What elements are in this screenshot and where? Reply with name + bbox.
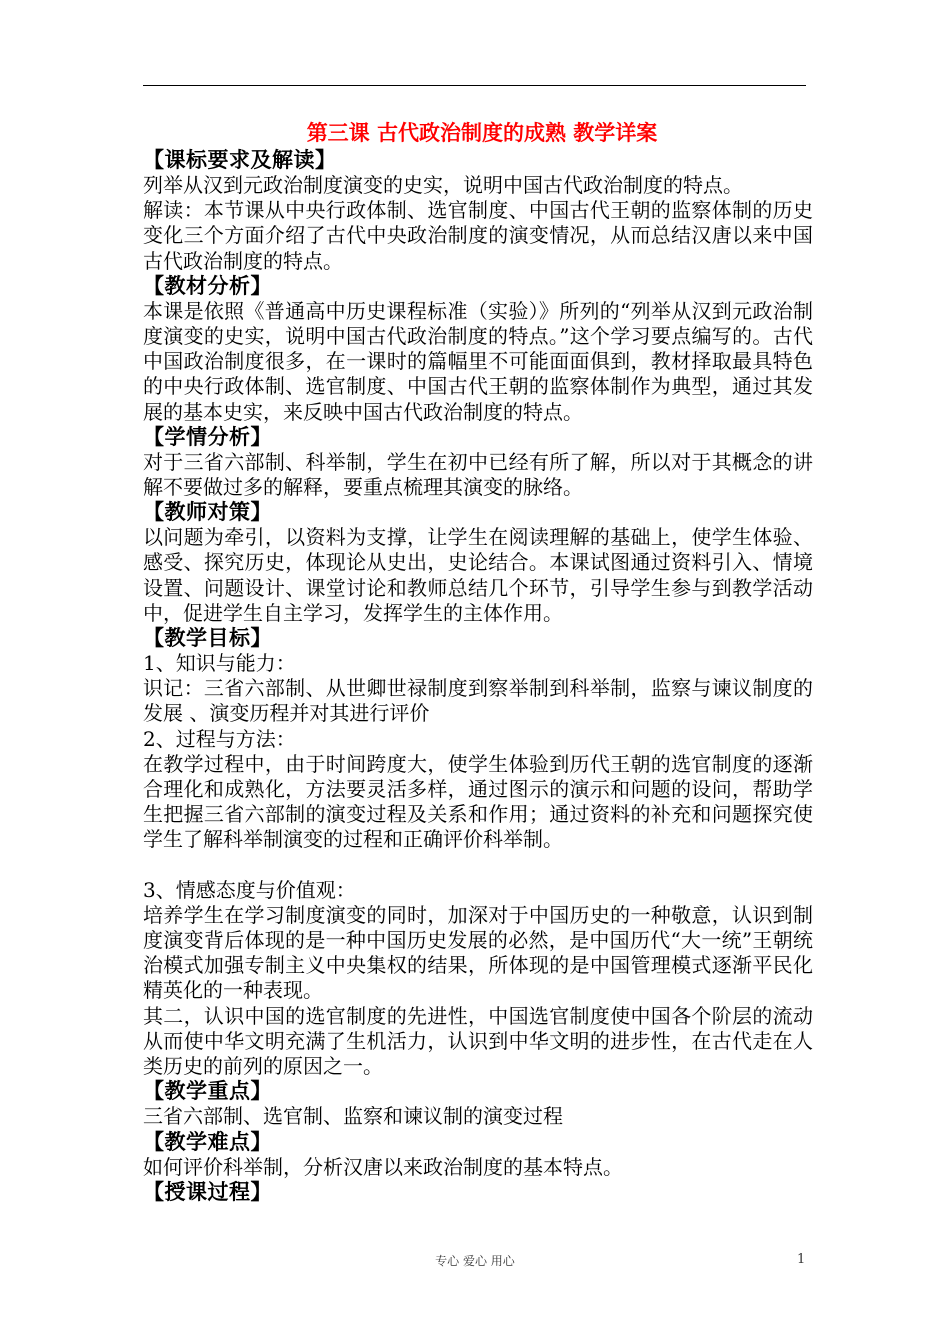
section-student-analysis — [143, 425, 813, 500]
paragraph: 解读：本节课从中央行政体制、选官制度、中国古代王朝的监察体制的历史变化三个方面介绍了古代中央政治制度的演变情况，从而总结汉唐以来中国古代政治制度的特点。 — [143, 198, 813, 273]
paragraph: 其二，认识中国的选官制度的先进性，中国选官制度使中国各个阶层的流动从而使中华文明充满了生机活力，认识到中华文明的进步性，在古代走在人类历史的前列的原因之一。 — [143, 1003, 813, 1079]
paragraph: 本课是依照《普通高中历史课程标准（实验）》所列的“列举从汉到元政治制度演变的史实，说明中国古代政治制度的特点。”这个学习要点编写的。古代中国政治制度很多，在一课时的篇幅里不可能面面俱到，教材择取最具特色的中央行政体制、选官制度、中国古代王朝的监察体制作为典型，通过其发展的基本史实，来反映中国古代政治制度的特点。 — [143, 298, 813, 424]
section-difficult-points — [143, 1130, 813, 1180]
section-heading: 【学情分析】 — [143, 424, 272, 449]
section-heading: 【教学重点】 — [143, 1079, 272, 1104]
paragraph: 识记：三省六部制、从世卿世禄制度到察举制到科举制，监察与谏议制度的发展 、演变历程并对其进行评价 — [143, 676, 813, 726]
section-heading: 【教材分析】 — [143, 273, 272, 298]
paragraph: 2、过程与方法： — [143, 726, 296, 751]
section-heading: 【课标要求及解读】 — [143, 148, 337, 172]
paragraph: 在教学过程中，由于时间跨度大，使学生体验到历代王朝的选官制度的逐渐合理化和成熟化，方法要灵活多样，通过图示的演示和问题的设问，帮助学生把握三省六部制的演变过程及关系和作用；通过资料的补充和问题探究使学生了解科举制演变的过程和正确评价科举制。 — [143, 751, 813, 852]
paragraph: 1、知识与能力： — [143, 651, 296, 676]
document-body — [143, 118, 813, 1205]
footer-motto: 专心 爱心 用心 — [435, 1254, 515, 1268]
section-heading: 【授课过程】 — [143, 1179, 272, 1204]
paragraph: 列举从汉到元政治制度演变的史实，说明中国古代政治制度的特点。 — [143, 173, 743, 197]
paragraph: 如何评价科举制，分析汉唐以来政治制度的基本特点。 — [143, 1154, 623, 1179]
section-textbook-analysis — [143, 274, 813, 425]
header-rule — [143, 85, 806, 86]
paragraph: 三省六部制、选官制、监察和谏议制的演变过程 — [143, 1104, 563, 1129]
section-key-points — [143, 1079, 813, 1129]
paragraph: 培养学生在学习制度演变的同时，加深对于中国历史的一种敬意，认识到制度演变背后体现的是一种中国历史发展的必然，是中国历代“大一统”王朝统治模式加强专制主义中央集权的结果，所体现的是中国管理模式逐渐平民化精英化的一种表现。 — [143, 902, 813, 1003]
blank-line — [143, 853, 813, 878]
paragraph: 以问题为牵引，以资料为支撑，让学生在阅读理解的基础上，使学生体验、感受、探究历史，体现论从史出，史论结合。本课试图通过资料引入、情境设置、问题设计、课堂讨论和教师总结几个环节，引导学生参与到教学活动中，促进学生自主学习，发挥学生的主体作用。 — [143, 525, 813, 625]
paragraph: 3、情感态度与价值观： — [143, 877, 356, 902]
section-curriculum — [143, 148, 813, 274]
section-heading: 【教学难点】 — [143, 1129, 272, 1154]
section-heading: 【教师对策】 — [143, 500, 272, 525]
section-lesson-process — [143, 1180, 813, 1205]
page-title: 第三课 古代政治制度的成熟 教学详案 — [306, 121, 658, 145]
paragraph: 对于三省六部制、科举制，学生在初中已经有所了解，所以对于其概念的讲解不要做过多的解释，要重点梳理其演变的脉络。 — [143, 449, 813, 500]
page-number: 1 — [797, 1252, 806, 1267]
section-heading: 【教学目标】 — [143, 626, 272, 651]
section-teacher-strategy — [143, 500, 813, 626]
section-teaching-goals — [143, 626, 813, 1079]
